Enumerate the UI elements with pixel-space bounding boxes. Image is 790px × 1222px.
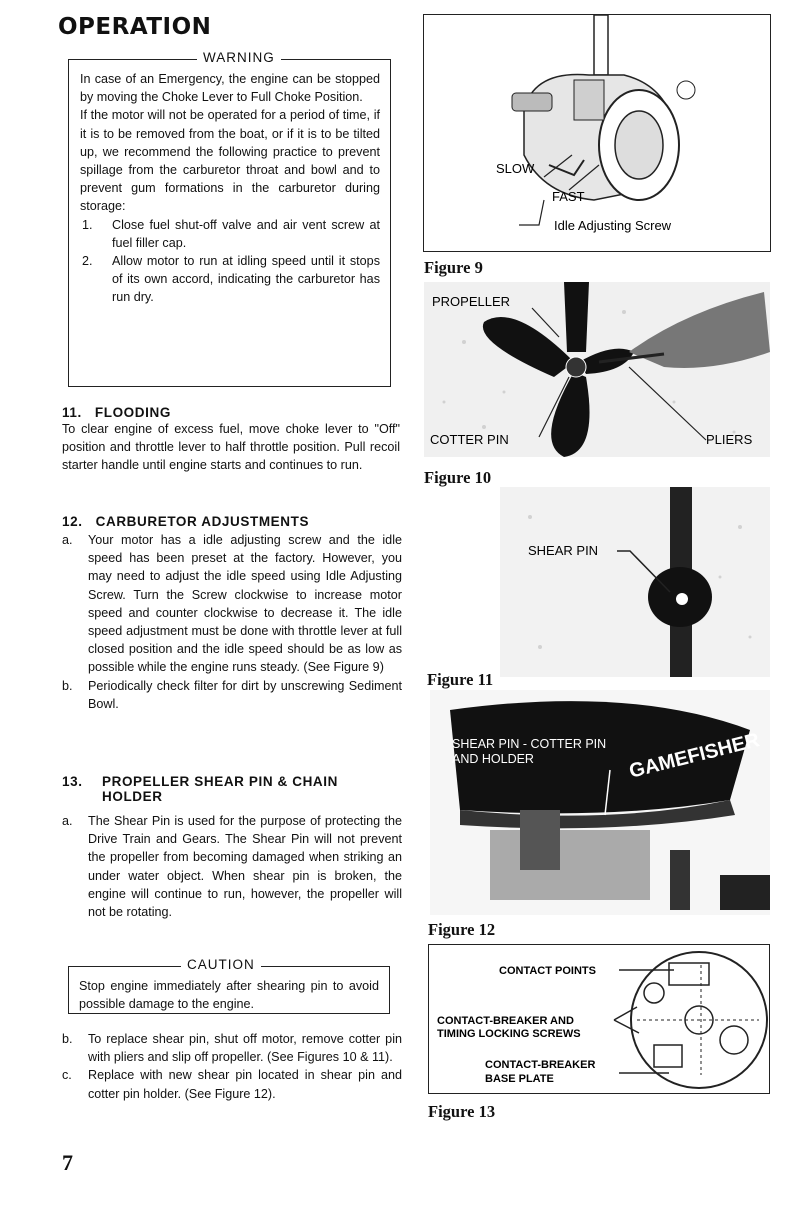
motor-cover-illustration bbox=[430, 690, 770, 915]
figure-11 bbox=[500, 487, 770, 677]
list-text: Your motor has a idle adjusting screw and the idle speed has been preset at the factory. However, you may need to adjust the idle speed using Idle Adjusting Screw. Turn the Screw clockwise to increase motor speed and counter clockwise to decrease it. The idle speed adjustment must be done with throttle lever at full closed position and the idle speed should be as low as possible while the engine runs steady. (See Figure 9) bbox=[88, 533, 402, 675]
list-number: 2. bbox=[82, 254, 93, 269]
label-contact-breaker: CONTACT-BREAKER bbox=[485, 1059, 596, 1071]
section-shear-pin bbox=[62, 774, 402, 921]
figure-13-caption: Figure 13 bbox=[428, 1102, 496, 1121]
list-item bbox=[62, 1066, 402, 1102]
list-text: Replace with new shear pin located in shear pin and cotter pin holder. (See Figure 12). bbox=[88, 1068, 402, 1101]
label-base-plate: BASE PLATE bbox=[485, 1073, 554, 1085]
figure-10 bbox=[424, 282, 770, 457]
caution-box bbox=[68, 957, 390, 1014]
list-text: To replace shear pin, shut off motor, remove cotter pin with pliers and slip off propeller. (See Figures 10 & 11). bbox=[88, 1032, 402, 1065]
figure-12 bbox=[430, 690, 770, 915]
figure-13 bbox=[428, 944, 770, 1094]
figure-11-caption: Figure 11 bbox=[427, 670, 494, 689]
shear-pin-list-a bbox=[62, 812, 402, 921]
label-pliers: PLIERS bbox=[706, 432, 753, 447]
caution-text: Stop engine immediately after shearing pin to avoid possible damage to the engine. bbox=[79, 979, 379, 1012]
gamefisher-logo: GAMEFISHER bbox=[627, 729, 762, 783]
caution-label: CAUTION bbox=[181, 957, 261, 972]
warning-list bbox=[80, 216, 380, 307]
list-text: Close fuel shut-off valve and air vent screw at fuel filler cap. bbox=[112, 217, 380, 250]
section-title: PROPELLER SHEAR PIN & CHAIN HOLDER bbox=[102, 774, 338, 804]
list-item bbox=[62, 1030, 402, 1066]
label-slow: SLOW bbox=[496, 161, 535, 176]
list-letter: b. bbox=[62, 1032, 73, 1046]
list-letter: c. bbox=[62, 1068, 72, 1083]
warning-box bbox=[68, 50, 391, 387]
list-letter: b. bbox=[62, 678, 73, 693]
label-propeller: PROPELLER bbox=[432, 294, 511, 309]
list-item bbox=[80, 216, 380, 252]
section-shear-pin-continued bbox=[62, 1030, 402, 1103]
warning-body bbox=[80, 70, 380, 307]
label-fast: FAST bbox=[552, 189, 585, 204]
list-text: Periodically check filter for dirt by unscrewing Sediment Bowl. bbox=[88, 678, 402, 711]
list-number: 1. bbox=[82, 217, 93, 232]
carburetor-list bbox=[62, 531, 402, 713]
section-text: To clear engine of excess fuel, move choke lever to "Off" position and throttle lever to half throttle position. Pull recoil starter handle until engine starts and continues to run. bbox=[62, 422, 400, 473]
shear-pin-list-bc bbox=[62, 1030, 402, 1103]
shear-pin-illustration bbox=[500, 487, 770, 677]
label-cotter-pin: COTTER PIN bbox=[430, 432, 509, 447]
list-item bbox=[62, 812, 402, 921]
section-heading bbox=[62, 774, 392, 804]
list-text: Allow motor to run at idling speed until it stops of its own accord, indicating the carburetor has run dry. bbox=[112, 254, 380, 305]
list-letter: a. bbox=[62, 814, 73, 828]
label-shear-pin-cotter-pin: SHEAR PIN - COTTER PIN bbox=[452, 737, 607, 751]
warning-label: WARNING bbox=[197, 50, 281, 65]
label-contact-points: CONTACT POINTS bbox=[499, 965, 596, 977]
propeller-illustration bbox=[424, 282, 770, 457]
contact-breaker-diagram bbox=[429, 945, 769, 1093]
warning-paragraph-1: In case of an Emergency, the engine can be stopped by moving the Choke Lever to Full Choke Position. bbox=[80, 72, 380, 105]
carburetor-illustration bbox=[424, 15, 770, 251]
section-heading: 12. CARBURETOR ADJUSTMENTS bbox=[62, 514, 310, 529]
list-item bbox=[62, 677, 402, 713]
list-text: The Shear Pin is used for the purpose of protecting the Drive Train and Gears. The Shear Pin will not prevent the propeller from becoming damaged when striking an under water object. When shear pin is broken, the engine will continue to run, however, the propeller will not be rotating. bbox=[88, 814, 402, 920]
warning-paragraph-2: If the motor will not be operated for a period of time, if it is to be removed from the boat, or if it is to be tilted up, we recommend the following practice to prevent spillage from the carburetor throat and bowl and to prevent gum formations in the carburetor during storage: bbox=[80, 108, 380, 214]
label-and-holder: AND HOLDER bbox=[452, 752, 534, 766]
list-item bbox=[80, 252, 380, 307]
figure-10-caption: Figure 10 bbox=[424, 468, 492, 487]
label-idle-adjusting-screw: Idle Adjusting Screw bbox=[554, 218, 672, 233]
label-contact-breaker-and: CONTACT-BREAKER AND bbox=[437, 1015, 574, 1027]
section-heading: 11. FLOODING bbox=[62, 405, 171, 420]
page-number: 7 bbox=[62, 1150, 73, 1175]
figure-9 bbox=[423, 14, 771, 252]
section-carburetor bbox=[62, 514, 402, 713]
list-item bbox=[62, 531, 402, 677]
section-flooding bbox=[62, 405, 400, 475]
label-shear-pin: SHEAR PIN bbox=[528, 543, 599, 558]
section-number: 13. bbox=[62, 774, 83, 789]
list-letter: a. bbox=[62, 533, 73, 547]
page-title: OPERATION bbox=[58, 14, 212, 40]
label-timing-locking-screws: TIMING LOCKING SCREWS bbox=[437, 1028, 581, 1040]
figure-9-caption: Figure 9 bbox=[424, 258, 483, 277]
figure-12-caption: Figure 12 bbox=[428, 920, 496, 939]
